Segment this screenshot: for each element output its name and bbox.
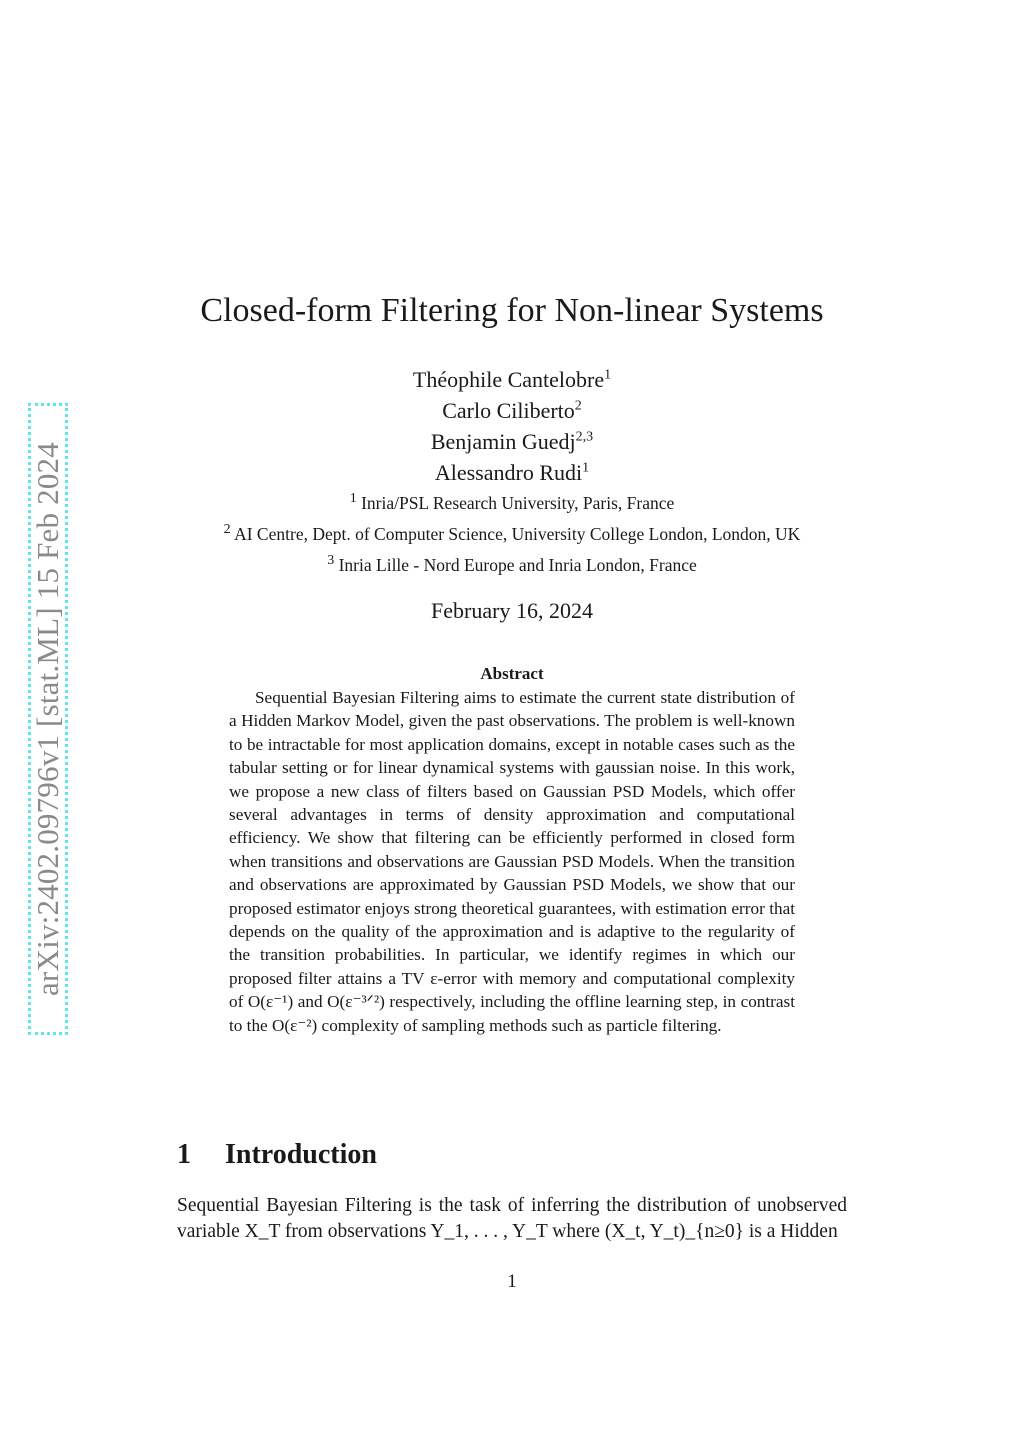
arxiv-stamp-text: arXiv:2402.09796v1 [stat.ML] 15 Feb 2024 xyxy=(30,442,65,996)
paper-title: Closed-form Filtering for Non-linear Systems xyxy=(200,292,824,329)
section-number: 1 xyxy=(177,1139,191,1170)
section-title: Introduction xyxy=(225,1139,377,1170)
author: Théophile Cantelobre$^1$ xyxy=(412,367,612,392)
author: Benjamin Guedj$^{2,3}$ xyxy=(430,429,594,454)
intro-paragraph: Sequential Bayesian Filtering is the task of inferring the distribution of unobserved variable X_T from observations Y_1, . . . , Y_T where (X_t, Y_t)_{n≥0} is a Hidden xyxy=(177,1195,847,1242)
author: Carlo Ciliberto$^2$ xyxy=(442,398,582,423)
affiliation: $^3$ Inria Lille - Nord Europe and Inria London, France xyxy=(327,553,697,575)
page-number: 1 xyxy=(507,1271,517,1292)
author: Alessandro Rudi$^1$ xyxy=(434,460,590,485)
author-list xyxy=(0,364,1024,488)
abstract-heading: Abstract xyxy=(480,664,544,683)
affiliation: $^2$ AI Centre, Dept. of Computer Science, University College London, London, UK xyxy=(223,522,801,544)
affiliation: $^1$ Inria/PSL Research University, Paris, France xyxy=(349,491,675,513)
abstract-text: Sequential Bayesian Filtering aims to estimate the current state distribution of a Hidden Markov Model, given the past observations. The problem is well-known to be intractable for most application domains, except in notable cases such as the tabular setting or for linear dynamical systems with gaussian noise. In this work, we propose a new class of filters based on Gaussian PSD Models, which offer several advantages in terms of density approximation and computational efficiency. We show that filtering can be efficiently performed in closed form when transitions and observations are Gaussian PSD Models. When the transition and observations are approximated by Gaussian PSD Models, we show that our proposed estimator enjoys strong theoretical guarantees, with estimation error that depends on the quality of the approximation and is adaptive to the regularity of the transition probabilities. In particular, we identify regimes in which our proposed filter attains a TV ε-error with memory and computational complexity of O(ε⁻¹) and O(ε⁻³ᐟ²) respectively, including the offline learning step, in contrast to the O(ε⁻²) complexity of sampling methods such as particle filtering. xyxy=(229,688,795,1035)
paper-date: February 16, 2024 xyxy=(431,598,593,623)
section-heading xyxy=(177,1139,377,1171)
